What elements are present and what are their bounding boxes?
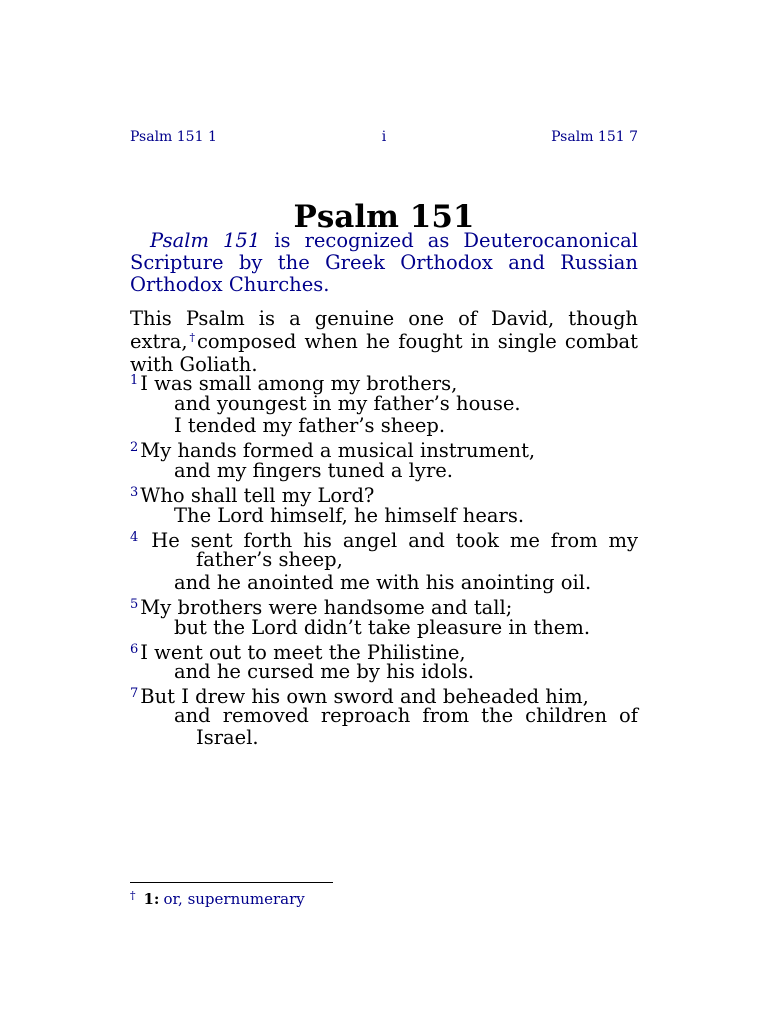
header-right-reference: Psalm 151 7 bbox=[551, 129, 638, 145]
header-left-reference: Psalm 151 1 bbox=[130, 129, 217, 145]
footnote-divider bbox=[130, 882, 333, 883]
footnote-verse-ref: 1: bbox=[143, 890, 160, 908]
verse-7-line-2: and removed reproach from the children of bbox=[174, 704, 638, 727]
footnote bbox=[130, 886, 305, 909]
verse-number: 5 bbox=[130, 597, 139, 612]
superscription-text-before: This Psalm is a genuine one of David, though extra, bbox=[130, 307, 638, 353]
superscription bbox=[130, 307, 638, 376]
verse-number: 2 bbox=[130, 440, 139, 455]
verse-text: He sent forth his angel and took me from my bbox=[151, 529, 638, 552]
page-title: Psalm 151 bbox=[293, 199, 475, 235]
footnote-mark: † bbox=[130, 889, 136, 902]
footnote-text: or, supernumerary bbox=[163, 890, 305, 908]
intro-italic: Psalm 151 bbox=[150, 229, 261, 252]
verse-3-line-2: The Lord himself, he himself hears. bbox=[174, 504, 525, 527]
intro-paragraph bbox=[130, 230, 638, 296]
verse-text: Who shall tell my Lord? bbox=[140, 484, 375, 507]
verse-text: I went out to meet the Philistine, bbox=[140, 641, 466, 664]
verse-text: My brothers were handsome and tall; bbox=[140, 596, 513, 619]
verse-text: I was small among my brothers, bbox=[140, 372, 458, 395]
verse-text: My hands formed a musical instrument, bbox=[140, 439, 536, 462]
verse-number: 4 bbox=[130, 530, 139, 545]
verse-4-line-2: father’s sheep, bbox=[196, 548, 343, 571]
verse-number: 1 bbox=[130, 373, 139, 388]
verse-1-line-3: I tended my father’s sheep. bbox=[174, 414, 446, 437]
verse-2-line-2: and my fingers tuned a lyre. bbox=[174, 459, 453, 482]
running-header bbox=[130, 129, 638, 147]
superscription-text-after: composed when he fought in single combat with Goliath. bbox=[130, 330, 639, 376]
verse-4-line-3: and he anointed me with his anointing oil. bbox=[174, 571, 592, 594]
header-page-number: i bbox=[381, 129, 387, 145]
intro-text: is recognized as Deuterocanonical Scripture by the Greek Orthodox and Russian Orthodox Churches. bbox=[130, 229, 638, 296]
verse-6-line-2: and he cursed me by his idols. bbox=[174, 660, 475, 683]
verse-text: But I drew his own sword and beheaded him, bbox=[140, 685, 589, 708]
verse-1-line-2: and youngest in my father’s house. bbox=[174, 392, 521, 415]
verse-number: 3 bbox=[130, 485, 139, 500]
verse-number: 6 bbox=[130, 642, 139, 657]
verse-number: 7 bbox=[130, 686, 139, 701]
verse-5-line-2: but the Lord didn’t take pleasure in them. bbox=[174, 616, 591, 639]
footnote-reference-link[interactable]: † bbox=[187, 331, 197, 344]
verse-7-line-3: Israel. bbox=[196, 726, 259, 749]
